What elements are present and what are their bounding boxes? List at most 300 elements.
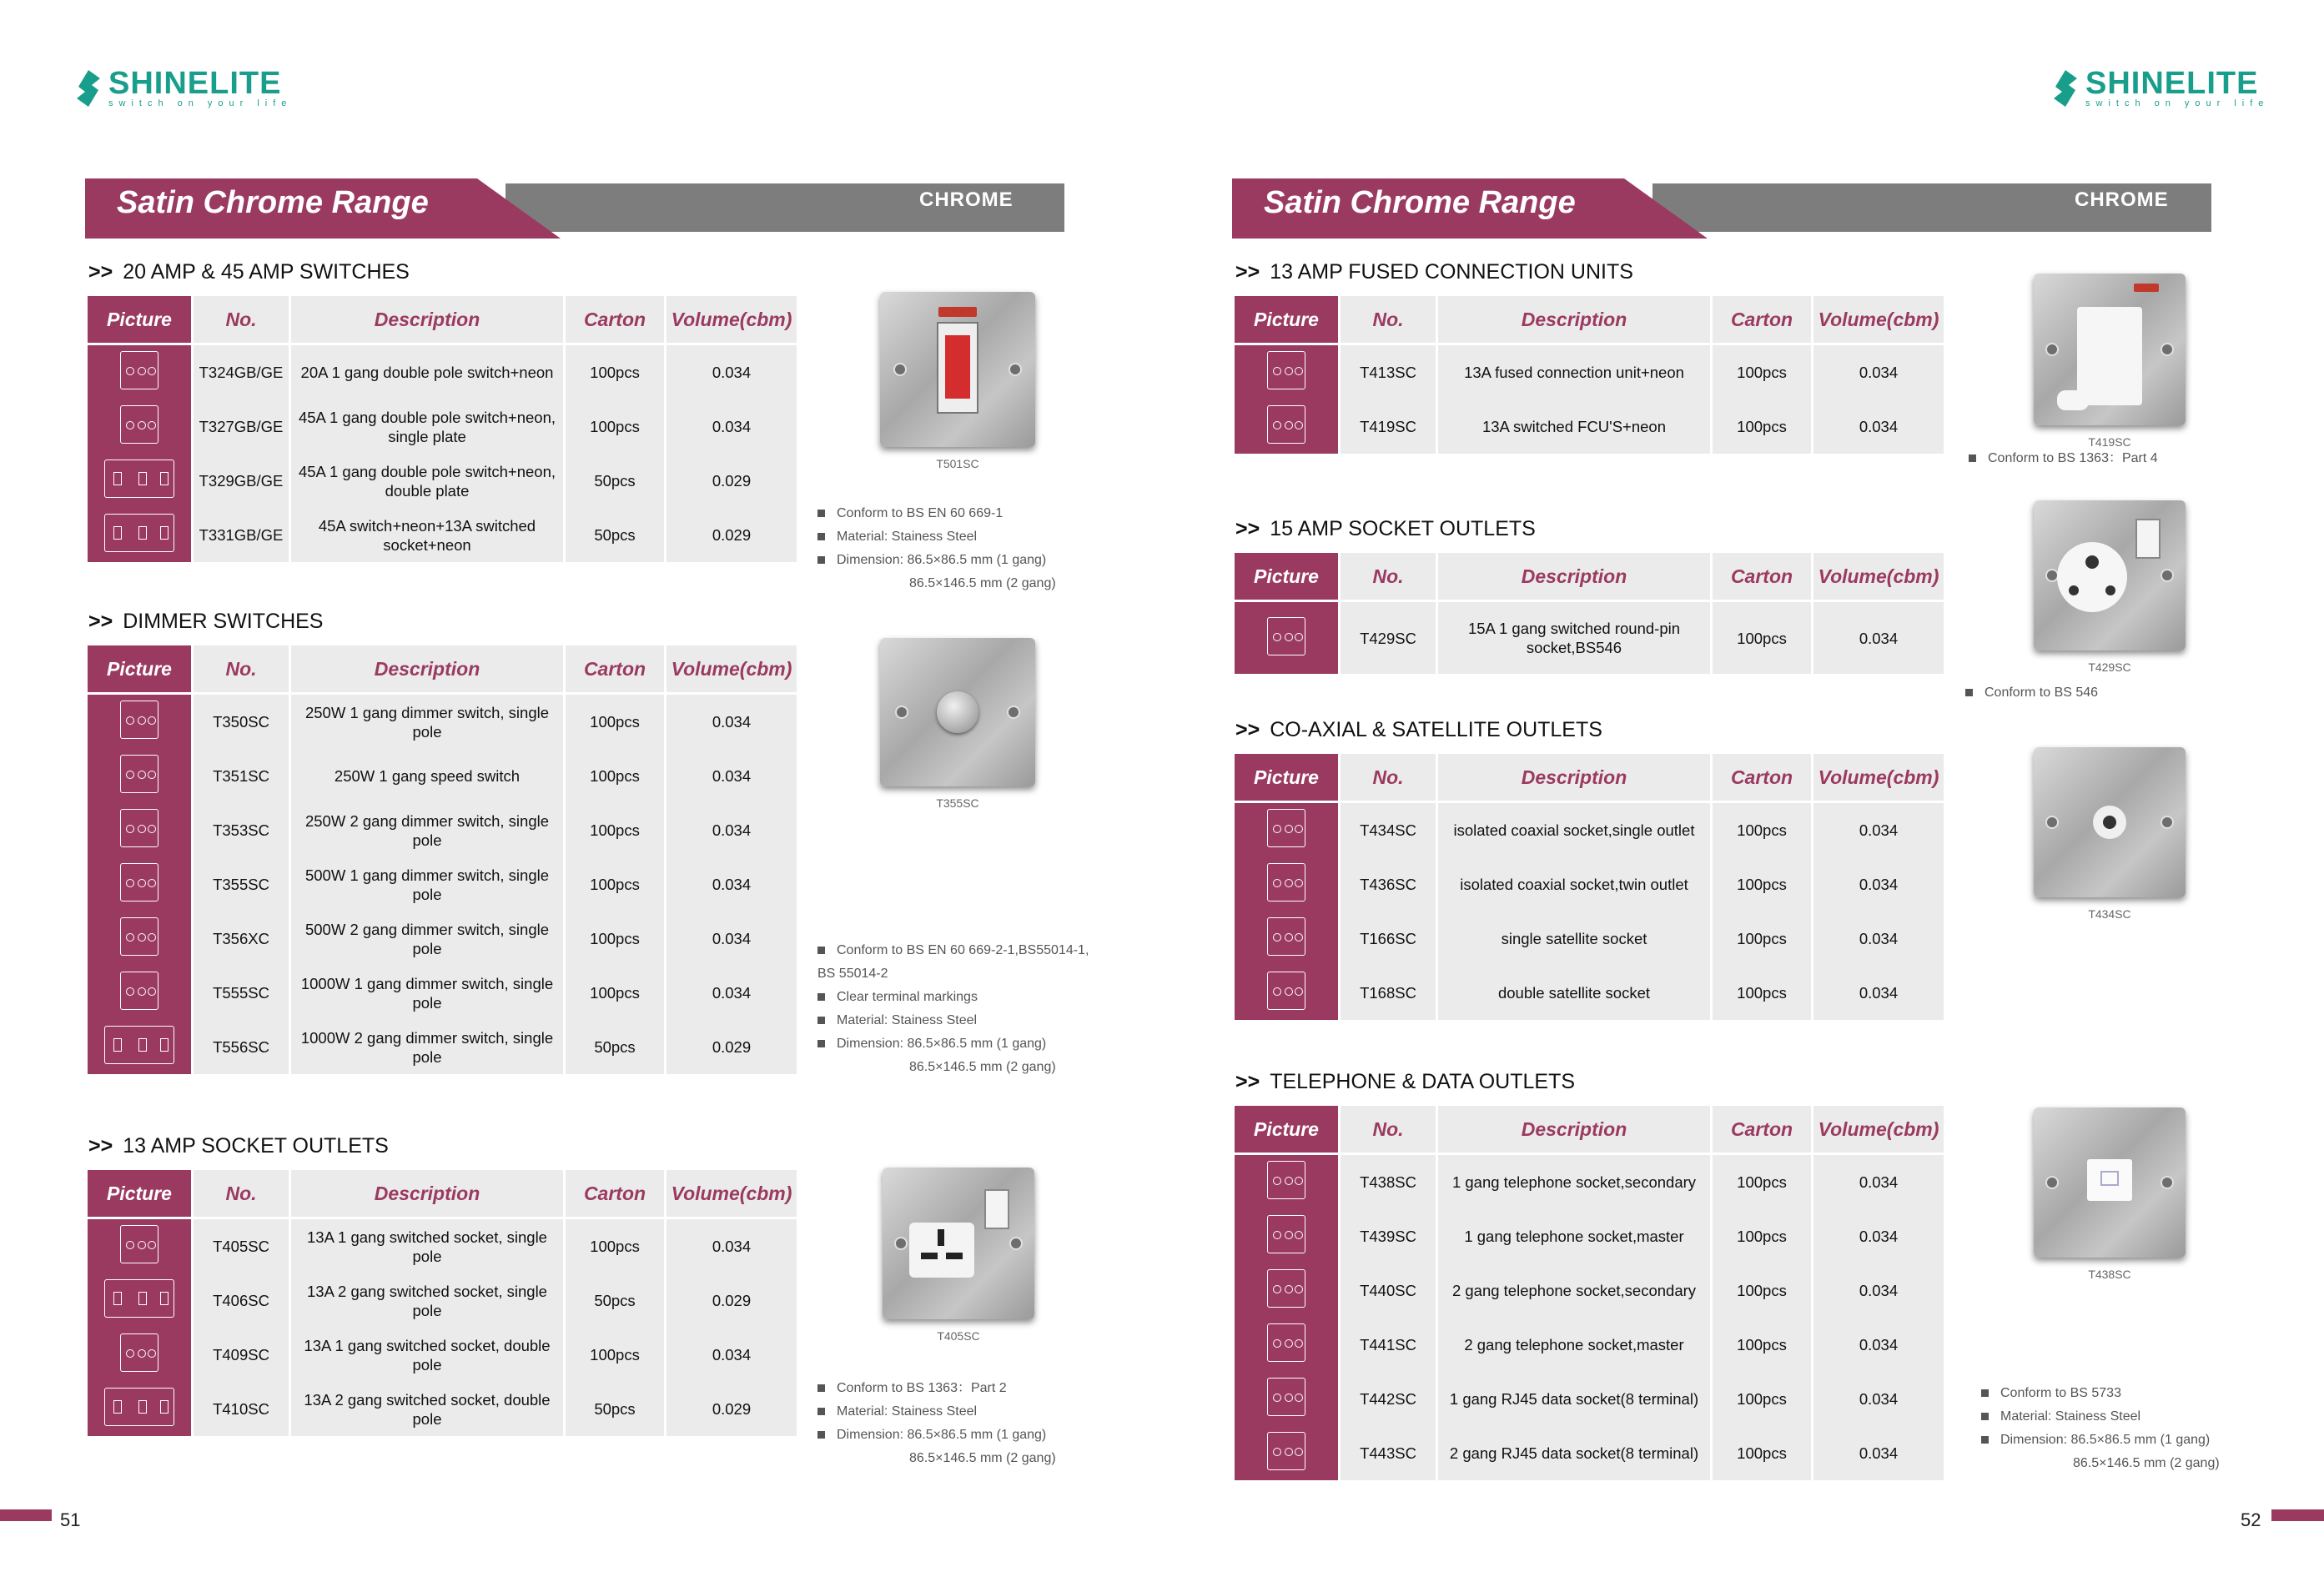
product-description: 13A 1 gang switched socket, double pole <box>291 1328 563 1382</box>
spec-note <box>817 1424 1056 1447</box>
product-description: 1 gang telephone socket,secondary <box>1438 1155 1710 1209</box>
note-text: Material: Stainess Steel <box>2000 1409 2141 1424</box>
section-heading: >> 13 AMP SOCKET OUTLETS <box>88 1134 389 1158</box>
product-number: T405SC <box>194 1219 289 1273</box>
product-diagram-icon <box>1267 809 1305 847</box>
volume-cbm: 0.034 <box>667 749 797 803</box>
carton-qty: 100pcs <box>566 1328 664 1382</box>
product-diagram-icon <box>1267 1215 1305 1253</box>
volume-cbm: 0.034 <box>667 1328 797 1382</box>
table-row <box>1235 399 1944 454</box>
product-diagram-icon <box>120 972 158 1010</box>
product-caption: T405SC <box>937 1329 980 1343</box>
carton-qty: 100pcs <box>566 857 664 912</box>
bullet-square-icon <box>817 993 825 1001</box>
carton-qty: 100pcs <box>566 912 664 966</box>
picture-cell <box>1235 345 1338 399</box>
spec-note <box>1965 681 2098 705</box>
product-table <box>85 1170 799 1436</box>
carton-qty: 100pcs <box>1713 1318 1811 1372</box>
picture-cell <box>88 1219 191 1273</box>
brand-name: SHINELITE <box>108 66 282 101</box>
brand-logo-right <box>2050 68 2269 108</box>
range-title: Satin Chrome Range <box>117 185 429 220</box>
column-header-picture: Picture <box>88 645 191 695</box>
product-diagram-icon <box>104 514 174 552</box>
column-header-picture: Picture <box>88 1170 191 1219</box>
volume-cbm: 0.029 <box>667 508 797 562</box>
product-number: T406SC <box>194 1273 289 1328</box>
bullet-square-icon <box>1981 1389 1989 1397</box>
volume-cbm: 0.034 <box>1813 1155 1944 1209</box>
column-header-no: No. <box>1341 296 1436 345</box>
product-number: T440SC <box>1341 1263 1436 1318</box>
bullet-square-icon <box>1969 455 1976 462</box>
product-diagram-icon <box>120 1333 158 1372</box>
column-header-description: Description <box>1438 553 1710 602</box>
carton-qty: 100pcs <box>1713 399 1811 454</box>
carton-qty: 100pcs <box>566 399 664 454</box>
product-diagram-icon <box>1267 617 1305 655</box>
volume-cbm: 0.029 <box>667 1020 797 1074</box>
product-description: double satellite socket <box>1438 966 1710 1020</box>
carton-qty: 100pcs <box>566 695 664 749</box>
product-caption: T438SC <box>2088 1268 2131 1281</box>
table-row <box>1235 1155 1944 1209</box>
column-header-carton: Carton <box>566 1170 664 1219</box>
product-description: 13A 1 gang switched socket, single pole <box>291 1219 563 1273</box>
bullet-square-icon <box>817 1384 825 1392</box>
product-number: T419SC <box>1341 399 1436 454</box>
volume-cbm: 0.034 <box>1813 1372 1944 1426</box>
product-diagram-icon <box>1267 1378 1305 1416</box>
column-header-picture: Picture <box>1235 754 1338 803</box>
carton-qty: 50pcs <box>566 1020 664 1074</box>
spec-note <box>817 1056 1089 1079</box>
column-header-description: Description <box>1438 296 1710 345</box>
product-description: 250W 1 gang speed switch <box>291 749 563 803</box>
table-row <box>1235 345 1944 399</box>
volume-cbm: 0.034 <box>667 1219 797 1273</box>
table-row <box>1235 1263 1944 1318</box>
page-bar-right <box>2271 1509 2324 1521</box>
product-diagram-icon <box>120 701 158 739</box>
volume-cbm: 0.034 <box>1813 966 1944 1020</box>
table-row <box>88 912 797 966</box>
finish-tag: CHROME <box>2075 188 2169 211</box>
table-row <box>88 399 797 454</box>
note-text: Material: Stainess Steel <box>837 1404 978 1419</box>
carton-qty: 100pcs <box>1713 857 1811 912</box>
product-description: 1000W 2 gang dimmer switch, single pole <box>291 1020 563 1074</box>
product-number: T441SC <box>1341 1318 1436 1372</box>
table-row <box>88 857 797 912</box>
table-row <box>88 1219 797 1273</box>
product-diagram-icon <box>104 1026 174 1064</box>
bullet-square-icon <box>817 947 825 954</box>
product-table <box>1232 1106 1946 1480</box>
spec-note <box>817 1377 1056 1400</box>
range-title: Satin Chrome Range <box>1264 185 1576 220</box>
product-caption: T429SC <box>2088 660 2131 674</box>
spec-note <box>817 1447 1056 1470</box>
volume-cbm: 0.034 <box>1813 1263 1944 1318</box>
column-header-volume: Volume(cbm) <box>667 645 797 695</box>
picture-cell <box>1235 1318 1338 1372</box>
column-header-no: No. <box>1341 1106 1436 1155</box>
spec-note <box>817 1009 1089 1032</box>
page-bar-left <box>0 1509 52 1521</box>
product-number: T409SC <box>194 1328 289 1382</box>
volume-cbm: 0.034 <box>667 399 797 454</box>
carton-qty: 100pcs <box>566 966 664 1020</box>
note-text: Clear terminal markings <box>837 990 978 1004</box>
column-header-description: Description <box>291 1170 563 1219</box>
picture-cell <box>88 1020 191 1074</box>
volume-cbm: 0.034 <box>1813 345 1944 399</box>
picture-cell <box>1235 1372 1338 1426</box>
product-description: 13A 2 gang switched socket, single pole <box>291 1273 563 1328</box>
bullet-square-icon <box>817 1431 825 1439</box>
note-text: 86.5×146.5 mm (2 gang) <box>909 1451 1056 1465</box>
product-description: 500W 2 gang dimmer switch, single pole <box>291 912 563 966</box>
product-description: 1000W 1 gang dimmer switch, single pole <box>291 966 563 1020</box>
product-image-t438sc <box>2034 1107 2186 1281</box>
product-diagram-icon <box>1267 1269 1305 1308</box>
spec-note <box>817 525 1056 549</box>
bullet-square-icon <box>817 1408 825 1415</box>
product-number: T324GB/GE <box>194 345 289 399</box>
product-diagram-icon <box>120 351 158 389</box>
product-description: 250W 1 gang dimmer switch, single pole <box>291 695 563 749</box>
column-header-volume: Volume(cbm) <box>1813 1106 1944 1155</box>
table-row <box>1235 912 1944 966</box>
range-banner-right <box>1232 178 2211 239</box>
column-header-carton: Carton <box>566 296 664 345</box>
product-description: 45A switch+neon+13A switched socket+neon <box>291 508 563 562</box>
product-number: T410SC <box>194 1382 289 1436</box>
brand-logo-left <box>73 68 292 108</box>
product-description: 500W 1 gang dimmer switch, single pole <box>291 857 563 912</box>
product-diagram-icon <box>120 863 158 901</box>
carton-qty: 100pcs <box>566 749 664 803</box>
column-header-no: No. <box>1341 553 1436 602</box>
product-description: 13A switched FCU'S+neon <box>1438 399 1710 454</box>
product-description: 15A 1 gang switched round-pin socket,BS546 <box>1438 602 1710 674</box>
column-header-description: Description <box>1438 1106 1710 1155</box>
product-number: T442SC <box>1341 1372 1436 1426</box>
product-caption: T419SC <box>2088 435 2131 449</box>
spec-notes <box>1969 447 2158 470</box>
carton-qty: 100pcs <box>566 1219 664 1273</box>
picture-cell <box>88 912 191 966</box>
volume-cbm: 0.034 <box>667 912 797 966</box>
product-table <box>1232 553 1946 674</box>
product-table <box>85 296 799 562</box>
volume-cbm: 0.029 <box>667 1382 797 1436</box>
note-text: Conform to BS 1363：Part 4 <box>1988 451 2158 465</box>
spec-note <box>817 1032 1089 1056</box>
volume-cbm: 0.034 <box>1813 399 1944 454</box>
product-number: T556SC <box>194 1020 289 1074</box>
product-number: T353SC <box>194 803 289 857</box>
product-diagram-icon <box>120 809 158 847</box>
carton-qty: 100pcs <box>1713 1426 1811 1480</box>
carton-qty: 50pcs <box>566 1273 664 1328</box>
product-image-t501sc <box>880 292 1035 470</box>
product-caption: T434SC <box>2088 907 2131 921</box>
column-header-carton: Carton <box>1713 754 1811 803</box>
product-number: T350SC <box>194 695 289 749</box>
product-diagram-icon <box>120 405 158 444</box>
shinelite-logo-icon <box>73 68 103 108</box>
product-image-t429sc <box>2034 500 2186 674</box>
picture-cell <box>88 695 191 749</box>
note-text: Dimension: 86.5×86.5 mm (1 gang) <box>837 1428 1047 1442</box>
product-caption: T501SC <box>936 457 979 470</box>
volume-cbm: 0.034 <box>1813 1426 1944 1480</box>
section-heading: >> TELEPHONE & DATA OUTLETS <box>1235 1070 1576 1093</box>
picture-cell <box>88 803 191 857</box>
volume-cbm: 0.034 <box>1813 857 1944 912</box>
table-row <box>1235 857 1944 912</box>
column-header-no: No. <box>194 1170 289 1219</box>
volume-cbm: 0.034 <box>1813 803 1944 857</box>
carton-qty: 100pcs <box>1713 803 1811 857</box>
product-description: 1 gang telephone socket,master <box>1438 1209 1710 1263</box>
bullet-square-icon <box>817 1017 825 1024</box>
picture-cell <box>1235 602 1338 674</box>
spec-note <box>1981 1429 2220 1452</box>
product-number: T356XC <box>194 912 289 966</box>
product-table <box>85 645 799 1074</box>
picture-cell <box>88 966 191 1020</box>
table-row <box>1235 1209 1944 1263</box>
picture-cell <box>88 1328 191 1382</box>
product-diagram-icon <box>1267 863 1305 901</box>
spec-notes <box>817 939 1089 1079</box>
bullet-square-icon <box>817 533 825 540</box>
product-number: T413SC <box>1341 345 1436 399</box>
spec-note <box>817 549 1056 572</box>
carton-qty: 100pcs <box>1713 1372 1811 1426</box>
bullet-square-icon <box>817 1040 825 1047</box>
product-diagram-icon <box>120 917 158 956</box>
product-number: T351SC <box>194 749 289 803</box>
carton-qty: 50pcs <box>566 508 664 562</box>
spec-note <box>817 502 1056 525</box>
product-diagram-icon <box>1267 351 1305 389</box>
product-number: T329GB/GE <box>194 454 289 508</box>
column-header-no: No. <box>1341 754 1436 803</box>
product-image-t434sc <box>2034 747 2186 921</box>
bullet-square-icon <box>1981 1436 1989 1444</box>
carton-qty: 50pcs <box>566 1382 664 1436</box>
table-row <box>88 966 797 1020</box>
column-header-picture: Picture <box>1235 296 1338 345</box>
picture-cell <box>88 1382 191 1436</box>
spec-notes <box>1965 681 2098 705</box>
column-header-volume: Volume(cbm) <box>1813 754 1944 803</box>
product-description: isolated coaxial socket,single outlet <box>1438 803 1710 857</box>
product-number: T168SC <box>1341 966 1436 1020</box>
product-description: 45A 1 gang double pole switch+neon, double plate <box>291 454 563 508</box>
spec-note <box>817 1400 1056 1424</box>
picture-cell <box>1235 966 1338 1020</box>
product-number: T429SC <box>1341 602 1436 674</box>
column-header-carton: Carton <box>566 645 664 695</box>
volume-cbm: 0.034 <box>667 966 797 1020</box>
column-header-description: Description <box>291 296 563 345</box>
spec-note <box>1969 447 2158 470</box>
product-diagram-icon <box>1267 972 1305 1010</box>
volume-cbm: 0.034 <box>667 857 797 912</box>
product-description: 2 gang RJ45 data socket(8 terminal) <box>1438 1426 1710 1480</box>
product-table <box>1232 754 1946 1020</box>
table-row <box>1235 1318 1944 1372</box>
picture-cell <box>1235 1426 1338 1480</box>
note-text: BS 55014-2 <box>817 967 888 981</box>
note-text: Dimension: 86.5×86.5 mm (1 gang) <box>837 553 1047 567</box>
picture-cell <box>88 454 191 508</box>
column-header-picture: Picture <box>1235 553 1338 602</box>
brand-slogan: switch on your life <box>108 98 293 108</box>
picture-cell <box>1235 1263 1338 1318</box>
table-row <box>1235 803 1944 857</box>
table-row <box>88 1020 797 1074</box>
table-row <box>88 454 797 508</box>
carton-qty: 100pcs <box>1713 1155 1811 1209</box>
product-diagram-icon <box>1267 1432 1305 1470</box>
carton-qty: 100pcs <box>1713 345 1811 399</box>
spec-note <box>817 572 1056 595</box>
note-text: Material: Stainess Steel <box>837 1013 978 1027</box>
column-header-picture: Picture <box>1235 1106 1338 1155</box>
spec-notes <box>817 1377 1056 1470</box>
picture-cell <box>1235 1155 1338 1209</box>
finish-tag: CHROME <box>919 188 1014 211</box>
product-number: T438SC <box>1341 1155 1436 1209</box>
product-caption: T355SC <box>936 796 979 810</box>
product-description: 20A 1 gang double pole switch+neon <box>291 345 563 399</box>
note-text: Conform to BS EN 60 669-1 <box>837 506 1004 520</box>
bullet-square-icon <box>1965 689 1973 696</box>
product-description: 13A fused connection unit+neon <box>1438 345 1710 399</box>
table-row <box>88 803 797 857</box>
column-header-no: No. <box>194 645 289 695</box>
column-header-volume: Volume(cbm) <box>667 296 797 345</box>
column-header-description: Description <box>1438 754 1710 803</box>
volume-cbm: 0.034 <box>1813 912 1944 966</box>
picture-cell <box>88 508 191 562</box>
carton-qty: 50pcs <box>566 454 664 508</box>
table-row <box>88 1328 797 1382</box>
product-diagram-icon <box>104 460 174 498</box>
brand-name: SHINELITE <box>2085 66 2259 101</box>
product-description: 1 gang RJ45 data socket(8 terminal) <box>1438 1372 1710 1426</box>
product-number: T434SC <box>1341 803 1436 857</box>
section-heading: >> CO-AXIAL & SATELLITE OUTLETS <box>1235 718 1602 741</box>
bullet-square-icon <box>1981 1413 1989 1420</box>
carton-qty: 100pcs <box>1713 966 1811 1020</box>
carton-qty: 100pcs <box>1713 912 1811 966</box>
product-number: T555SC <box>194 966 289 1020</box>
product-number: T436SC <box>1341 857 1436 912</box>
picture-cell <box>88 399 191 454</box>
volume-cbm: 0.034 <box>667 803 797 857</box>
product-description: single satellite socket <box>1438 912 1710 966</box>
section-heading: >> 15 AMP SOCKET OUTLETS <box>1235 517 1536 540</box>
spec-note <box>1981 1405 2220 1429</box>
product-image-t355sc <box>880 638 1035 810</box>
product-image-t405sc <box>883 1168 1034 1343</box>
volume-cbm: 0.034 <box>667 695 797 749</box>
picture-cell <box>1235 803 1338 857</box>
product-description: 45A 1 gang double pole switch+neon, single plate <box>291 399 563 454</box>
product-number: T331GB/GE <box>194 508 289 562</box>
note-text: Material: Stainess Steel <box>837 530 978 544</box>
spec-notes <box>1981 1382 2220 1475</box>
product-description: 13A 2 gang switched socket, double pole <box>291 1382 563 1436</box>
product-description: 2 gang telephone socket,master <box>1438 1318 1710 1372</box>
product-diagram-icon <box>104 1388 174 1426</box>
table-row <box>1235 602 1944 674</box>
carton-qty: 100pcs <box>1713 1209 1811 1263</box>
picture-cell <box>88 857 191 912</box>
product-diagram-icon <box>1267 405 1305 444</box>
product-description: isolated coaxial socket,twin outlet <box>1438 857 1710 912</box>
carton-qty: 100pcs <box>566 803 664 857</box>
volume-cbm: 0.034 <box>667 345 797 399</box>
picture-cell <box>1235 857 1338 912</box>
volume-cbm: 0.029 <box>667 1273 797 1328</box>
note-text: 86.5×146.5 mm (2 gang) <box>2073 1456 2220 1470</box>
product-diagram-icon <box>1267 1323 1305 1362</box>
product-description: 2 gang telephone socket,secondary <box>1438 1263 1710 1318</box>
column-header-no: No. <box>194 296 289 345</box>
column-header-carton: Carton <box>1713 553 1811 602</box>
product-image-t419sc <box>2034 274 2186 449</box>
volume-cbm: 0.029 <box>667 454 797 508</box>
product-number: T355SC <box>194 857 289 912</box>
page-number: 51 <box>60 1509 81 1530</box>
shinelite-logo-icon <box>2050 68 2080 108</box>
table-row <box>1235 1426 1944 1480</box>
product-diagram-icon <box>1267 917 1305 956</box>
picture-cell <box>88 1273 191 1328</box>
volume-cbm: 0.034 <box>1813 602 1944 674</box>
range-banner-left <box>85 178 1064 239</box>
table-row <box>88 508 797 562</box>
note-text: Dimension: 86.5×86.5 mm (1 gang) <box>2000 1433 2211 1447</box>
product-diagram-icon <box>1267 1161 1305 1199</box>
spec-note <box>817 939 1089 962</box>
product-diagram-icon <box>120 755 158 793</box>
product-table <box>1232 296 1946 454</box>
product-number: T166SC <box>1341 912 1436 966</box>
table-row <box>1235 966 1944 1020</box>
table-row <box>88 749 797 803</box>
note-text: Conform to BS 546 <box>1984 686 2099 700</box>
note-text: 86.5×146.5 mm (2 gang) <box>909 576 1056 590</box>
section-heading: >> 13 AMP FUSED CONNECTION UNITS <box>1235 260 1633 284</box>
volume-cbm: 0.034 <box>1813 1209 1944 1263</box>
carton-qty: 100pcs <box>566 345 664 399</box>
note-text: Conform to BS 5733 <box>2000 1386 2121 1400</box>
table-row <box>88 345 797 399</box>
product-diagram-icon <box>104 1279 174 1318</box>
column-header-picture: Picture <box>88 296 191 345</box>
